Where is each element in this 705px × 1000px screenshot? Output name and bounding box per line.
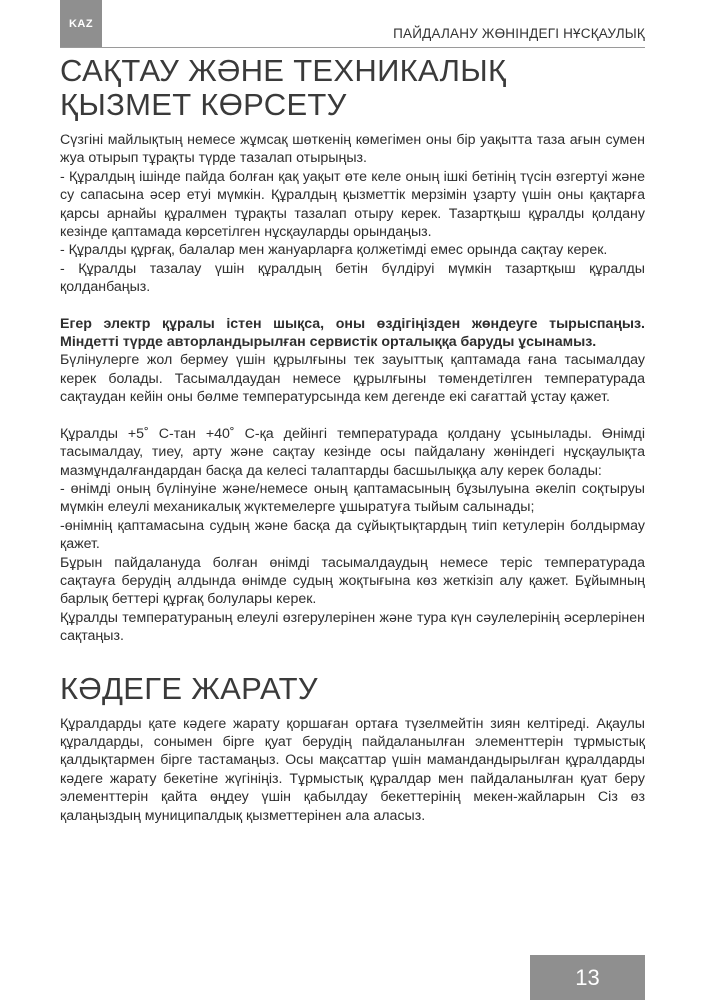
- paragraph: - Құралдың ішінде пайда болған қақ уақыт өте келе оның ішкі бетінің түсін өзгертуі және су сапасына әсер етуі мүмкін. Құралдың қызметтік мерзімін ұзарту үшін оны қақтарға қарсы арнайы құралмен тұрақты тазалап отыру керек. Тазартқыш құралды қолдану кезінде қаптамада көрсетілген нұсқауларды орындаңыз.: [60, 168, 645, 241]
- section-heading-disposal: КӘДЕГЕ ЖАРАТУ: [60, 670, 318, 706]
- page-number: 13: [530, 955, 645, 1000]
- spacer: [60, 297, 645, 315]
- paragraph: Құралдарды қате кәдеге жарату қоршаған ортаға түзелмейтін зиян келтіреді. Ақаулы құралдарды, сонымен бірге қуат берудің пайдаланылған элементтерін тұрмыстық қалдықтармен бірге тастамаңыз. Осы мақсаттар үшін мамандандырылған құралдарды кәдеге жарату бекетіне жүгініңіз. Тұрмыстық құралдар мен пайдаланылған қуат беру элементтерін қайта өңдеу үшін қабылдау бекеттерінің мекен-жайларын Сіз өз қалаңыздың муниципалдық қызметтерінен ала аласыз.: [60, 715, 645, 824]
- paragraph: - Құралды құрғақ, балалар мен жануарларға қолжетімді емес орында сақтау керек.: [60, 242, 608, 259]
- paragraph: - Құралды тазалау үшін құралдың бетін бүлдіруі мүмкін тазартқыш құралды қолданбаңыз.: [60, 260, 645, 296]
- paragraph: Құралды +5˚ C-тан +40˚ C-қа дейінгі температурада қолдану ұсынылады. Өнімді тасымалдау, тиеу, арту және сақтау кезінде осы пайдалану жөніндегі нұсқаулықта мазмұндалғандардан басқа да келесі талаптарды басшылыққа алу керек болады:: [60, 425, 645, 479]
- language-tab: KAZ: [60, 0, 102, 47]
- paragraph: Бұрын пайдалануда болған өнімді тасымалдаудың немесе теріс температурада сақтауға берудің алдында өнімде судың жоқтығына көз жеткізіп алу қажет. Бұйымның барлық беттері құрғақ болулары керек.: [60, 554, 645, 608]
- spacer: [60, 407, 645, 425]
- header-title: ПАЙДАЛАНУ ЖӨНІНДЕГІ НҰСҚАУЛЫҚ: [393, 26, 645, 41]
- page-content: [60, 54, 645, 825]
- paragraph: - өнімді оның бүлінуіне және/немесе оның қаптамасының бұзылуына әкеліп соқтыруы мүмкін елеулі механикалық жүктемелерге ұшыратуға тыйым салынады;: [60, 480, 645, 516]
- paragraph: -өнімнің қаптамасына судың және басқа да сұйықтықтардың тиіп кетулерін болдырмау қажет.: [60, 517, 645, 553]
- header-divider: [60, 47, 645, 48]
- section-heading-storage: САҚТАУ ЖӘНЕ ТЕХНИКАЛЫҚ ҚЫЗМЕТ КӨРСЕТУ: [60, 53, 507, 122]
- paragraph: Құралды температураның елеулі өзгерулерінен және тура күн сәулелерінің әсерлерінен сақтаңыз.: [60, 609, 645, 645]
- warning-paragraph: Егер электр құралы істен шықса, оны өздігіңізден жөндеуге тырыспаңыз. Міндетті түрде авторландырылған сервистік орталыққа баруды ұсынамыз.: [60, 315, 645, 351]
- paragraph: Бүлінулерге жол бермеу үшін құрылғыны тек зауыттық қаптамада ғана тасымалдау керек болады. Тасымалдаудан немесе құрылғыны төмендетілген температурада сақтаудан кейін оны бөлме температурсында кем дегенде екі сағаттай ұстау қажет.: [60, 352, 645, 406]
- paragraph: Сүзгіні майлықтың немесе жұмсақ шөткенің көмегімен оны бір уақытта таза ағын сумен жуа отырып тұрақты түрде тазалап отырыңыз.: [60, 132, 645, 167]
